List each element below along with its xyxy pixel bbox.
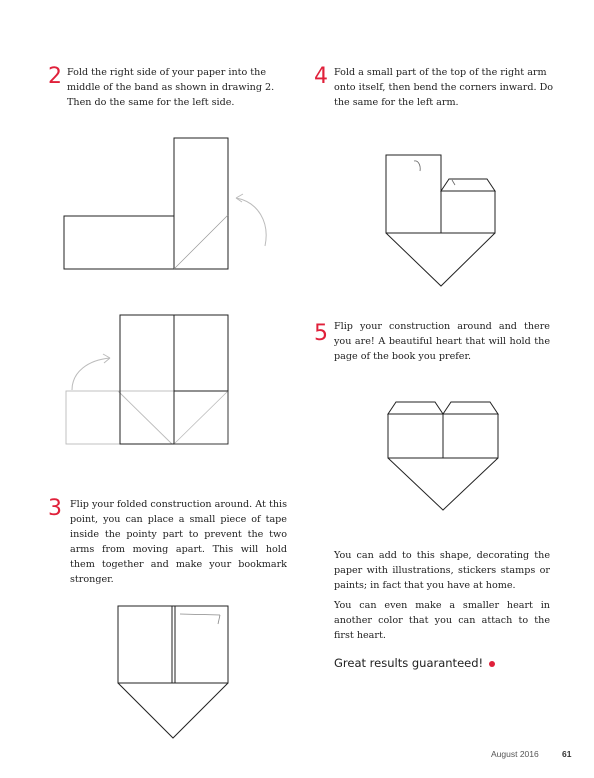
footer-page-number: 61: [562, 749, 572, 759]
step-5-number: 5: [314, 321, 328, 346]
step-4-number: 4: [314, 64, 328, 89]
closing-text: Great results guaranteed!: [334, 656, 484, 670]
footer-issue: August 2016: [491, 749, 539, 759]
step-4-text: Fold a small part of the top of the right arm onto itself, then bend the corners inward. Do the same for the left arm.: [334, 67, 554, 108]
tip-paragraph-1: You can add to this shape, decorating the paper with illustrations, stickers stamps or paints; in fact that you have at home.: [334, 550, 550, 591]
tip-paragraph-2: You can even make a smaller heart in another color that you can attach to the first heart.: [334, 600, 550, 641]
step-3-number: 3: [48, 496, 62, 521]
step-5-text: Flip your construction around and there you are! A beautiful heart that will hold the page of the book you prefer.: [334, 321, 550, 362]
step-3-text: Flip your folded construction around. At this point, you can place a small piece of tape inside the pointy part to prevent the two arms from moving apart. This will hold them together and make your bookmark stronger.: [70, 499, 287, 585]
step-2-text: Fold the right side of your paper into the middle of the band as shown in drawing 2. Then do the same for the left side.: [67, 67, 275, 108]
step-2-number: 2: [48, 64, 62, 89]
